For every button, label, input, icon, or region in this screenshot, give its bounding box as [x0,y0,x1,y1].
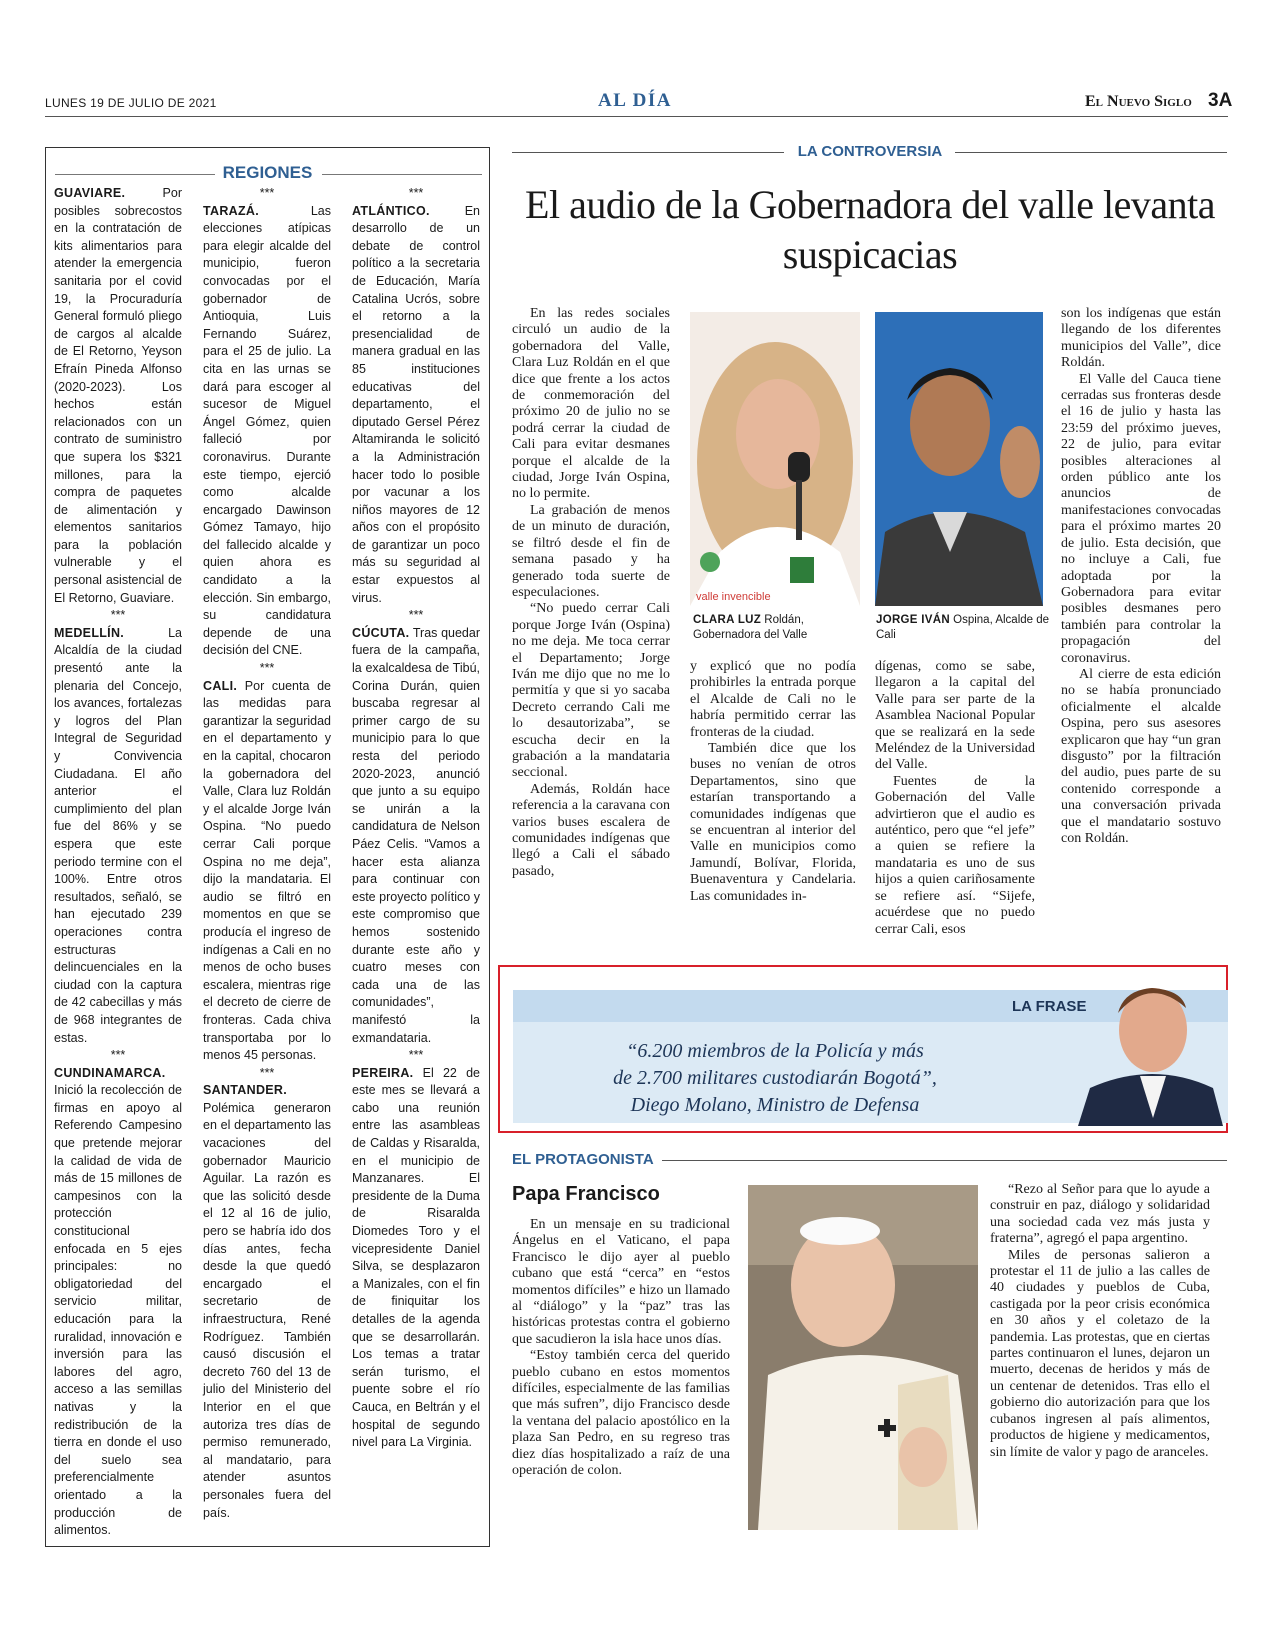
caption-name: JORGE IVÁN [876,614,950,626]
region-text: Por cuenta de las medidas para garantizar la seguridad en el departamento y en la capital, chocaron la gobernadora del Valle, Clara luz Roldán y el alcalde Jorge Iván Ospina. “No puedo cerrar Cali porque Ospina no me deja”, dijo la mandataria. El audio se filtró en momentos en que se producía el ingreso de indígenas a Cali en no menos de ocho buses escalera, mientras rige el decreto de cierre de fronteras. Cada chiva transportaba por lo menos 45 personas. [203,678,331,1063]
article-paragraph: dígenas, como se sabe, llegaron a la capital del Valle para ser parte de la Asamblea Nacional Popular que se realizará en la sede Meléndez de la Universidad del Valle. [875,659,1035,773]
regiones-column-2 [203,185,331,1522]
newspaper-name: El Nuevo Siglo [1085,93,1192,110]
region-text: Las elecciones atípicas para elegir alcalde del municipio, fueron convocadas por el gobernador de Antioquia, Luis Fernando Suárez, para el 25 de julio. La cita en las urnas se dará para escoger al sucesor de Miguel Ángel Gómez, quien falleció por coronavirus. Durante este tiempo, ejerció como alcalde encargado Dawinson Gómez Tamayo, hijo del fallecido alcalde y quien ahora es candidato a la elección. Sin embargo, su candidatura depende de una decisión del CNE. [203,203,331,658]
region-place: CALI. [203,678,238,693]
photo-alcalde [875,312,1043,606]
header-date: LUNES 19 DE JULIO DE 2021 [45,96,217,110]
region-item [203,1082,331,1522]
regiones-column-1 [54,185,182,1540]
region-text: Inició la recolección de firmas en apoyo al Referendo Campesino que pretende mejorar la calidad de vida de más de 15 millones de campesinos con la protección constitucional enfocada en 5 ejes principales: no obligatoriedad del servicio militar, educación para la ruralidad, innovación e inversión para las labores del agro, acceso a las semillas nativas y la redistribución de la tierra en donde el uso del suelo sea preferencialmente orientado a la producción de alimentos. [54,1083,182,1538]
region-text: En desarrollo de un debate de control político a la secretaria de Educación, María Catalina Ucrós, sobre el retorno a la presencialidad de manera gradual en las 85 instituciones educativas del departamento, el diputado Gersel Pérez Altamiranda le solicitó a la Administración hacer todo lo posible por vacunar a los niños mayores de 12 años con el propósito de garantizar un poco más su seguridad al estar expuestos al virus. [352,203,480,605]
photo-gobernadora [690,312,860,606]
photo-ministro [1078,968,1223,1126]
protagonista-column-1 [512,1217,730,1480]
frase-label: LA FRASE [1012,998,1087,1015]
caption-alcalde [876,613,1051,643]
region-separator: *** [259,1065,275,1080]
protagonista-name: Papa Francisco [512,1183,660,1205]
region-place: MEDELLÍN. [54,625,125,640]
region-place: ATLÁNTICO. [352,203,430,218]
article-paragraph: También dice que los buses no venían de otros Departamentos, sino que estarían transportando a comunidades indígenas que se encuentran al interior del Valle en municipios como Jamundí, Bolívar, Florida, Buenaventura y Candelaria. Las comunidades in- [690,741,856,904]
region-place: CÚCUTA. [352,625,410,640]
region-text: La Alcaldía de la ciudad presentó ante la plenaria del Concejo, los avances, fortalezas y logros del Plan Integral de Seguridad y Convivencia Ciudadana. El año anterior el cumplimiento del plan fue del 86% y se espera que este periodo termine con el 100%. Entre otros resultados, señaló, se han ejecutado 239 operaciones contra estructuras delincuenciales en la ciudad con la captura de 42 cabecillas y más de 968 integrantes de estas. [54,625,182,1045]
region-place: TARAZÁ. [203,203,260,218]
region-item [54,185,182,607]
region-item [54,625,182,1047]
region-text: Polémica generaron en el departamento las vacaciones del gobernador Mauricio Aguilar. La razón es que las solicitó desde el 12 al 16 de julio, pero se habría ido dos días antes, fecha desde la que quedó encargado el secretario de infraestructura, René Rodríguez. También causó discusión el decreto 760 del 13 de julio del Ministerio del Interior en el que autoriza tres días de permiso remunerado, al mandatario, para atender asuntos personales fuera del país. [203,1100,331,1520]
region-separator: *** [408,608,424,623]
article-paragraph: “Rezo al Señor para que lo ayude a construir en paz, diálogo y solidaridad una sociedad cada vez más justa y fraterna”, agregó el papa argentino. [990,1182,1210,1247]
caption-name: CLARA LUZ [693,614,762,626]
photo-papa [748,1185,978,1530]
caption-gobernadora [693,613,863,643]
header-rule [45,116,1228,117]
headline: El audio de la Gobernadora del valle levanta suspicacias [525,182,1215,277]
section-label-protagonista: EL PROTAGONISTA [512,1151,654,1168]
region-item [352,1065,480,1452]
article-paragraph: Fuentes de la Gobernación del Valle advirtieron que el audio es auténtico, pero que “el jefe” a quien se refiere la mandataria es uno de sus hijos a quien cariñosamente se refiere así. “Sijefe, acuérdese que no puedo cerrar Cali, esos [875,773,1035,937]
region-item [352,203,480,608]
article-paragraph: son los indígenas que están llegando de los diferentes municipios del Valle”, dice Roldán. [1061,306,1221,371]
frase-quote-line: Diego Molano, Ministro de Defensa [630,1094,920,1116]
region-item [203,678,331,1065]
region-text: El 22 de este mes se llevará a cabo una reunión entre las asambleas de Caldas y Risaralda, en el municipio de Manzanares. El presidente de la Duma de Risaralda Diomedes Toro y el vicepresidente Daniel Silva, se desplazaron a Manizales, con el fin de finiquitar los detalles de la agenda que se desarrollarán. Los temas a tratar serán turismo, el puente sobre el río Cauca, en Beltrán y el hospital de segundo nivel para La Virginia. [352,1065,480,1450]
region-place: CUNDINAMARCA. [54,1065,166,1080]
region-place: SANTANDER. [203,1083,288,1098]
article-paragraph: “Estoy también cerca del querido pueblo cubano en estos momentos difíciles, especialmente de las familias que más sufren”, dijo Francisco desde la ventana del palacio apostólico en la plaza San Pedro, en su regreso tras diez días hospitalizado a raíz de una operación de colon. [512,1348,730,1479]
protagonista-column-2 [990,1182,1210,1461]
header-section: AL DÍA [598,90,672,111]
frase-quote-line: “6.200 miembros de la Policía y más [626,1040,924,1062]
frase-quote [525,1038,1025,1119]
region-separator: *** [259,186,275,200]
article-paragraph: “No puedo cerrar Cali porque Jorge Iván (Ospina) no me deja. Me toca cerrar el Departamento; Jorge Iván me dijo que no me lo permitía y que si yo sacaba Decreto cerrando Cali me lo desautorizaba”, se escucha decir en la grabación a la mandataria seccional. [512,601,670,781]
article-paragraph: En las redes sociales circuló un audio de la gobernadora del Valle, Clara Luz Roldán en el que dice que frente a los actos de conmemoración del próximo 20 de julio no se podrá cerrar la ciudad de Cali para evitar desmanes porque el alcalde de la ciudad, Jorge Iván Ospina, no lo permite. [512,306,670,502]
region-place: GUAVIARE. [54,186,126,200]
article-paragraph: El Valle del Cauca tiene cerradas sus fronteras desde el 16 de julio y hasta las 23:59 del próximo jueves, 22 de julio, para evitar posibles alteraciones al orden público ante los anuncios de manifestaciones convocadas para el próximo martes 20 de julio. Esta decisión, que no incluye a Cali, fue adoptada por la Gobernadora para evitar posibles desmanes pero también para controlar la propagación del coronavirus. [1061,371,1221,666]
caption-text: Ospina, Alcalde de Cali [876,614,1050,641]
region-separator: *** [408,186,424,200]
region-text: Tras quedar fuera de la campaña, la exalcaldesa de Tibú, Corina Durán, quien buscaba regresar al primer cargo de su municipio para lo que resta del periodo 2020-2023, anunció que junto a su equipo se unirán a la candidatura de Nelson Páez Celis. “Vamos a hacer esta alianza para continuar con este proyecto político y este compromiso que hemos sostenido durante este año y cuatro meses con cada una de las comunidades”, manifestó la exmandataria. [352,625,481,1045]
protagonista-rule [662,1160,1227,1161]
article-column-4 [1061,306,1221,847]
article-column-1 [512,306,670,880]
region-separator: *** [408,1048,424,1063]
article-paragraph: y explicó que no podía prohibirles la entrada porque el Alcalde de Cali no le habría permitido cerrar las fronteras de la ciudad. [690,659,856,740]
region-item [203,203,331,660]
article-column-2 [690,659,856,905]
article-paragraph: Al cierre de esta edición no se había pronunciado oficialmente el alcalde Ospina, pero sus asesores explicaron que hay “un gran disgusto” por la filtración del audio, pues parte de su contenido corresponde a una conversación privada que el mandatario sostuvo con Roldán. [1061,666,1221,846]
section-label-controversia: LA CONTROVERSIA [797,143,943,160]
region-place: PEREIRA. [352,1065,414,1080]
region-item [352,625,480,1047]
regiones-column-3 [352,185,480,1452]
frase-quote-line: de 2.700 militares custodiarán Bogotá”, [613,1067,937,1089]
article-paragraph: Además, Roldán hace referencia a la caravana con varios buses escalera de comunidades indígenas que llegó a Cali el sábado pasado, [512,781,670,879]
caption-text: Roldán, Gobernadora del Valle [693,614,808,641]
region-item [54,1065,182,1540]
region-separator: *** [259,661,275,676]
region-separator: *** [110,1048,126,1063]
photo-banner-text: valle invencible [696,591,771,603]
page-number: 3A [1208,90,1233,111]
region-text: Por posibles sobrecostos en la contratación de kits alimentarios para atender la emergencia sanitaria por el covid 19, la Procuraduría General formuló pliego de cargos al alcalde de El Retorno, Yeyson Efraín Pineda Alfonso (2020-2023). Los hechos están relacionados con un contrato de suministro que supera los $321 millones, para la compra de paquetes de alimentación y elementos sanitarios para la población vulnerable y el personal asistencial de El Retorno, Guaviare. [54,186,182,605]
article-paragraph: Miles de personas salieron a protestar el 11 de julio a las calles de 40 ciudades y pueblos de Cuba, castigada por la peor crisis económica en 30 años y el coletazo de la pandemia. Las protestas, que en ciertas partes continuaron el lunes, dejaron un muerto, decenas de heridos y más de un centenar de detenidos. Tras ello el gobierno dio autorización para que los cubanos ingresen al país alimentos, productos de higiene y medicamentos, sin límite de valor y pago de aranceles. [990,1247,1210,1460]
regiones-title: REGIONES [222,163,313,182]
article-paragraph: En un mensaje en su tradicional Ángelus en el Vaticano, el papa Francisco le dijo ayer al pueblo cubano que está “cerca” en “estos momentos difíciles” e hizo un llamado al “diálogo” y la “paz” tras las históricas protestas contra el gobierno que sacudieron la isla hace unos días. [512,1217,730,1347]
article-column-3 [875,659,1035,938]
region-separator: *** [110,608,126,623]
article-paragraph: La grabación de menos de un minuto de duración, se filtró desde el fin de semana pasado y ha generado toda suerte de especulaciones. [512,502,670,600]
